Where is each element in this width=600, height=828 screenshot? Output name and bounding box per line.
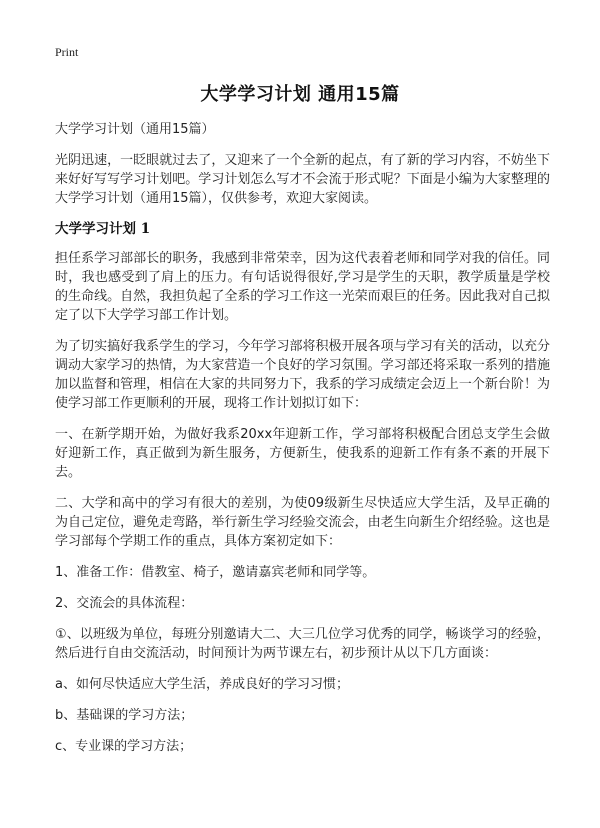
paragraph: 担任系学习部部长的职务，我感到非常荣幸，因为这代表着老师和同学对我的信任。同时，我也感受到了肩上的压力。有句话说得很好,学习是学生的天职，教学质量是学校的生命线。自然，我担负起了全系的学习工作这一光荣而艰巨的任务。因此我对自己拟定了以下大学学习部工作计划。: [55, 251, 550, 323]
intro-paragraph: 光阴迅速，一眨眼就过去了，又迎来了一个全新的起点，有了新的学习内容，不妨坐下来好好写写学习计划吧。学习计划怎么写才不会流于形式呢？下面是小编为大家整理的大学学习计划（通用15篇），仅供参考，欢迎大家阅读。: [55, 153, 550, 206]
document-subtitle: 大学学习计划（通用15篇）: [55, 122, 215, 137]
list-item: b、基础课的学习方法；: [55, 708, 194, 723]
paragraph: ①、以班级为单位，每班分别邀请大二、大三几位学习优秀的同学，畅谈学习的经验，然后进行自由交流活动，时间预计为两节课左右，初步预计从以下几方面谈：: [55, 627, 550, 661]
document-body: [55, 120, 550, 768]
list-item: c、专业课的学习方法；: [55, 739, 193, 754]
print-link[interactable]: Print: [55, 45, 79, 59]
section-heading: 大学学习计划 1: [55, 221, 151, 237]
list-item: a、如何尽快适应大学生活，养成良好的学习习惯；: [55, 677, 349, 692]
paragraph: 二、大学和高中的学习有很大的差别，为使09级新生尽快适应大学生活，及早正确的为自己定位，避免走弯路，举行新生学习经验交流会，由老生向新生介绍经验。这也是学习部每个学期工作的重点，具体方案初定如下：: [55, 496, 550, 549]
list-item: 1、准备工作：借教室、椅子，邀请嘉宾老师和同学等。: [55, 565, 376, 580]
list-item: 2、交流会的具体流程：: [55, 596, 194, 611]
page-title: 大学学习计划 通用15篇: [200, 84, 400, 105]
paragraph: 为了切实搞好我系学生的学习，今年学习部将积极开展各项与学习有关的活动，以充分调动大家学习的热情，为大家营造一个良好的学习氛围。学习部还将采取一系列的措施加以监督和管理，相信在大家的共同努力下，我系的学习成绩定会迈上一个新台阶！为使学习部工作更顺利的开展，现将工作计划拟订如下：: [55, 339, 550, 411]
paragraph: 一、在新学期开始，为做好我系20xx年迎新工作，学习部将积极配合团总支学生会做好迎新工作，真正做到为新生服务，方便新生，使我系的迎新工作有条不紊的开展下去。: [55, 427, 550, 480]
